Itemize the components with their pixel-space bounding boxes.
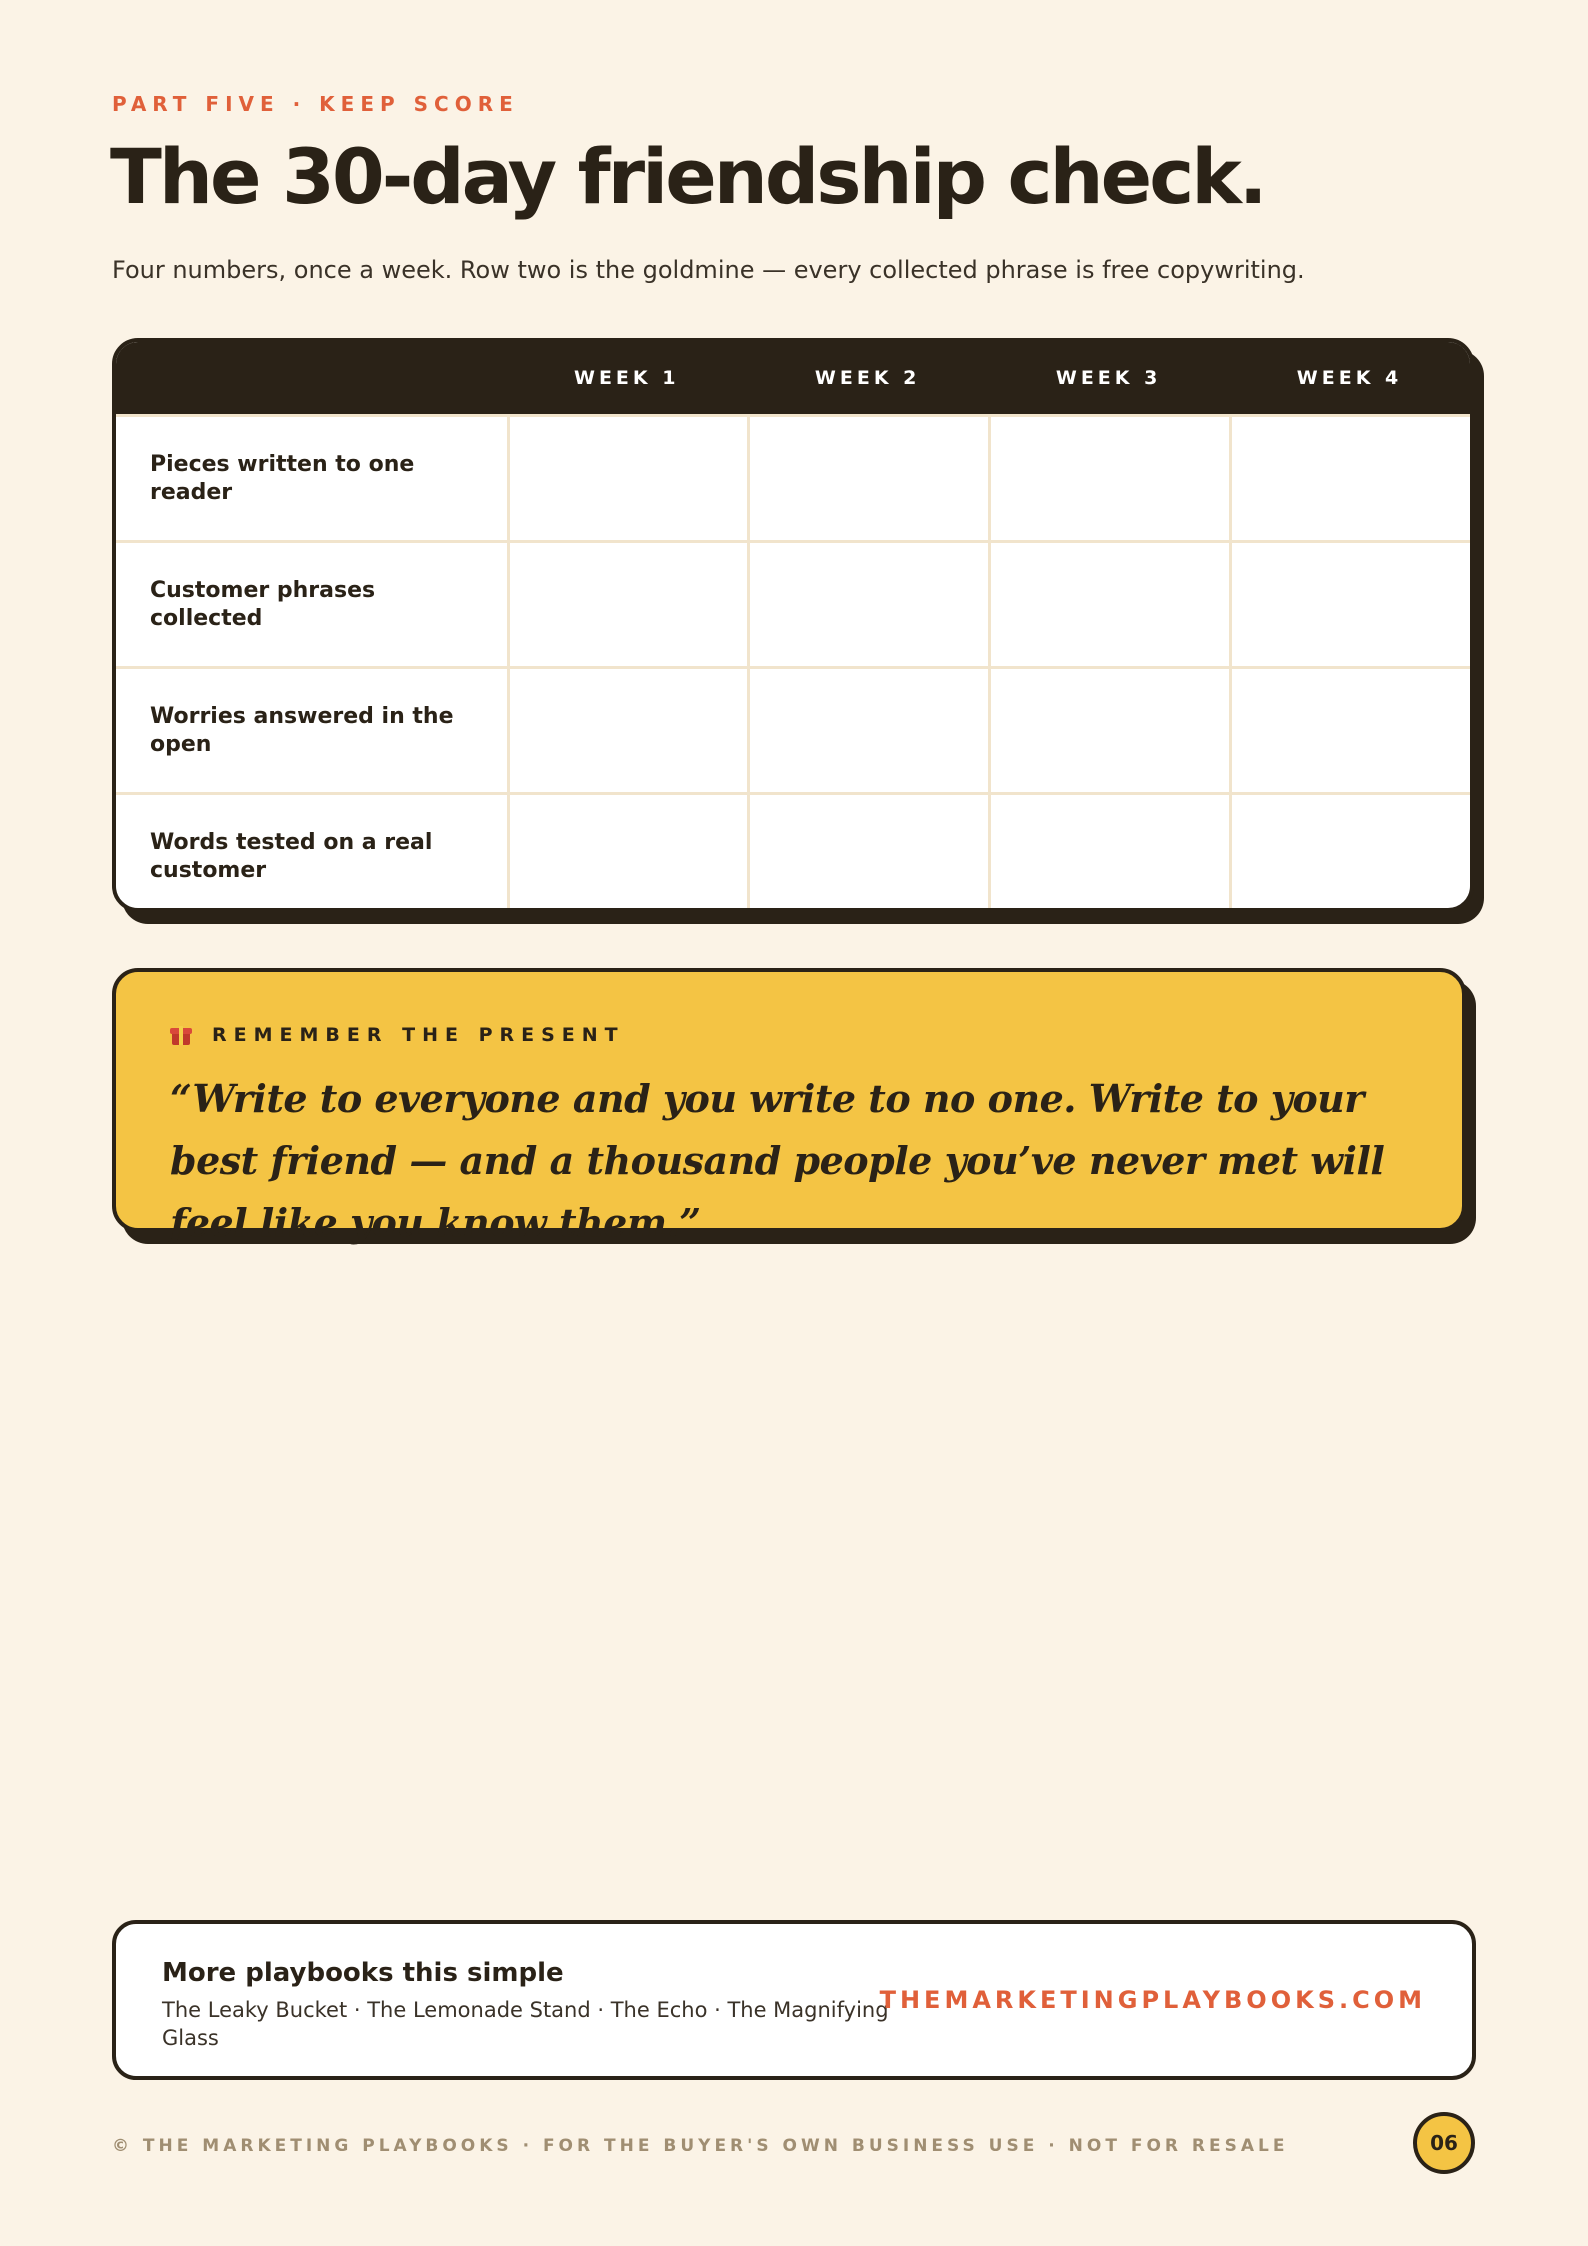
header-corner (116, 342, 506, 414)
intro-text: Four numbers, once a week. Row two is the goldmine — every collected phrase is free copywriting. (112, 256, 1305, 284)
score-cell[interactable] (507, 669, 748, 792)
copyright-note: © THE MARKETING PLAYBOOKS · FOR THE BUYER'S OWN BUSINESS USE · NOT FOR RESALE (112, 2136, 1289, 2156)
score-cell[interactable] (988, 669, 1229, 792)
column-header-week-3: WEEK 3 (1055, 367, 1162, 389)
table-row (116, 666, 1470, 792)
row-label: Customer phrases collected (150, 577, 376, 631)
playbook-list: The Leaky Bucket · The Lemonade Stand · The Echo · The Magnifying Glass (162, 1998, 889, 2050)
more-playbooks-box (112, 1920, 1476, 2080)
score-cell[interactable] (507, 417, 748, 540)
row-label: Words tested on a real customer (150, 829, 433, 883)
table-row (116, 792, 1470, 912)
more-playbooks-title: More playbooks this simple (162, 1958, 564, 1988)
tracker-table-card (112, 338, 1478, 912)
score-cell[interactable] (988, 795, 1229, 912)
score-cell[interactable] (988, 417, 1229, 540)
score-cell[interactable] (747, 669, 988, 792)
score-cell[interactable] (1229, 543, 1470, 666)
tracker-table (112, 338, 1474, 912)
score-cell[interactable] (747, 795, 988, 912)
score-cell[interactable] (1229, 417, 1470, 540)
quote-panel (112, 968, 1466, 1245)
score-cell[interactable] (507, 795, 748, 912)
score-cell[interactable] (747, 417, 988, 540)
row-label: Pieces written to one reader (150, 451, 415, 505)
table-row (116, 414, 1470, 540)
score-cell[interactable] (988, 543, 1229, 666)
row-label: Worries answered in the open (150, 703, 454, 757)
column-header-week-2: WEEK 2 (814, 367, 921, 389)
quote-kicker (170, 1024, 1412, 1046)
score-cell[interactable] (747, 543, 988, 666)
table-header (116, 342, 1470, 414)
score-cell[interactable] (1229, 669, 1470, 792)
page-title: The 30-day friendship check. (110, 132, 1265, 221)
column-header-week-4: WEEK 4 (1296, 367, 1403, 389)
page-number-badge: 06 (1413, 2112, 1475, 2174)
table-row (116, 540, 1470, 666)
gift-icon (170, 1024, 192, 1046)
quote-text: “Write to everyone and you write to no one. Write to your best friend — and a thousand people you’ve never met will feel like you know them.” (170, 1076, 1385, 1245)
score-cell[interactable] (507, 543, 748, 666)
quote-card (112, 968, 1478, 1244)
column-header-week-1: WEEK 1 (573, 367, 680, 389)
quote-kicker-label: REMEMBER THE PRESENT (212, 1024, 625, 1046)
website-link[interactable]: THEMARKETINGPLAYBOOKS.COM (879, 1986, 1426, 2014)
section-eyebrow: PART FIVE · KEEP SCORE (112, 92, 519, 116)
score-cell[interactable] (1229, 795, 1470, 912)
